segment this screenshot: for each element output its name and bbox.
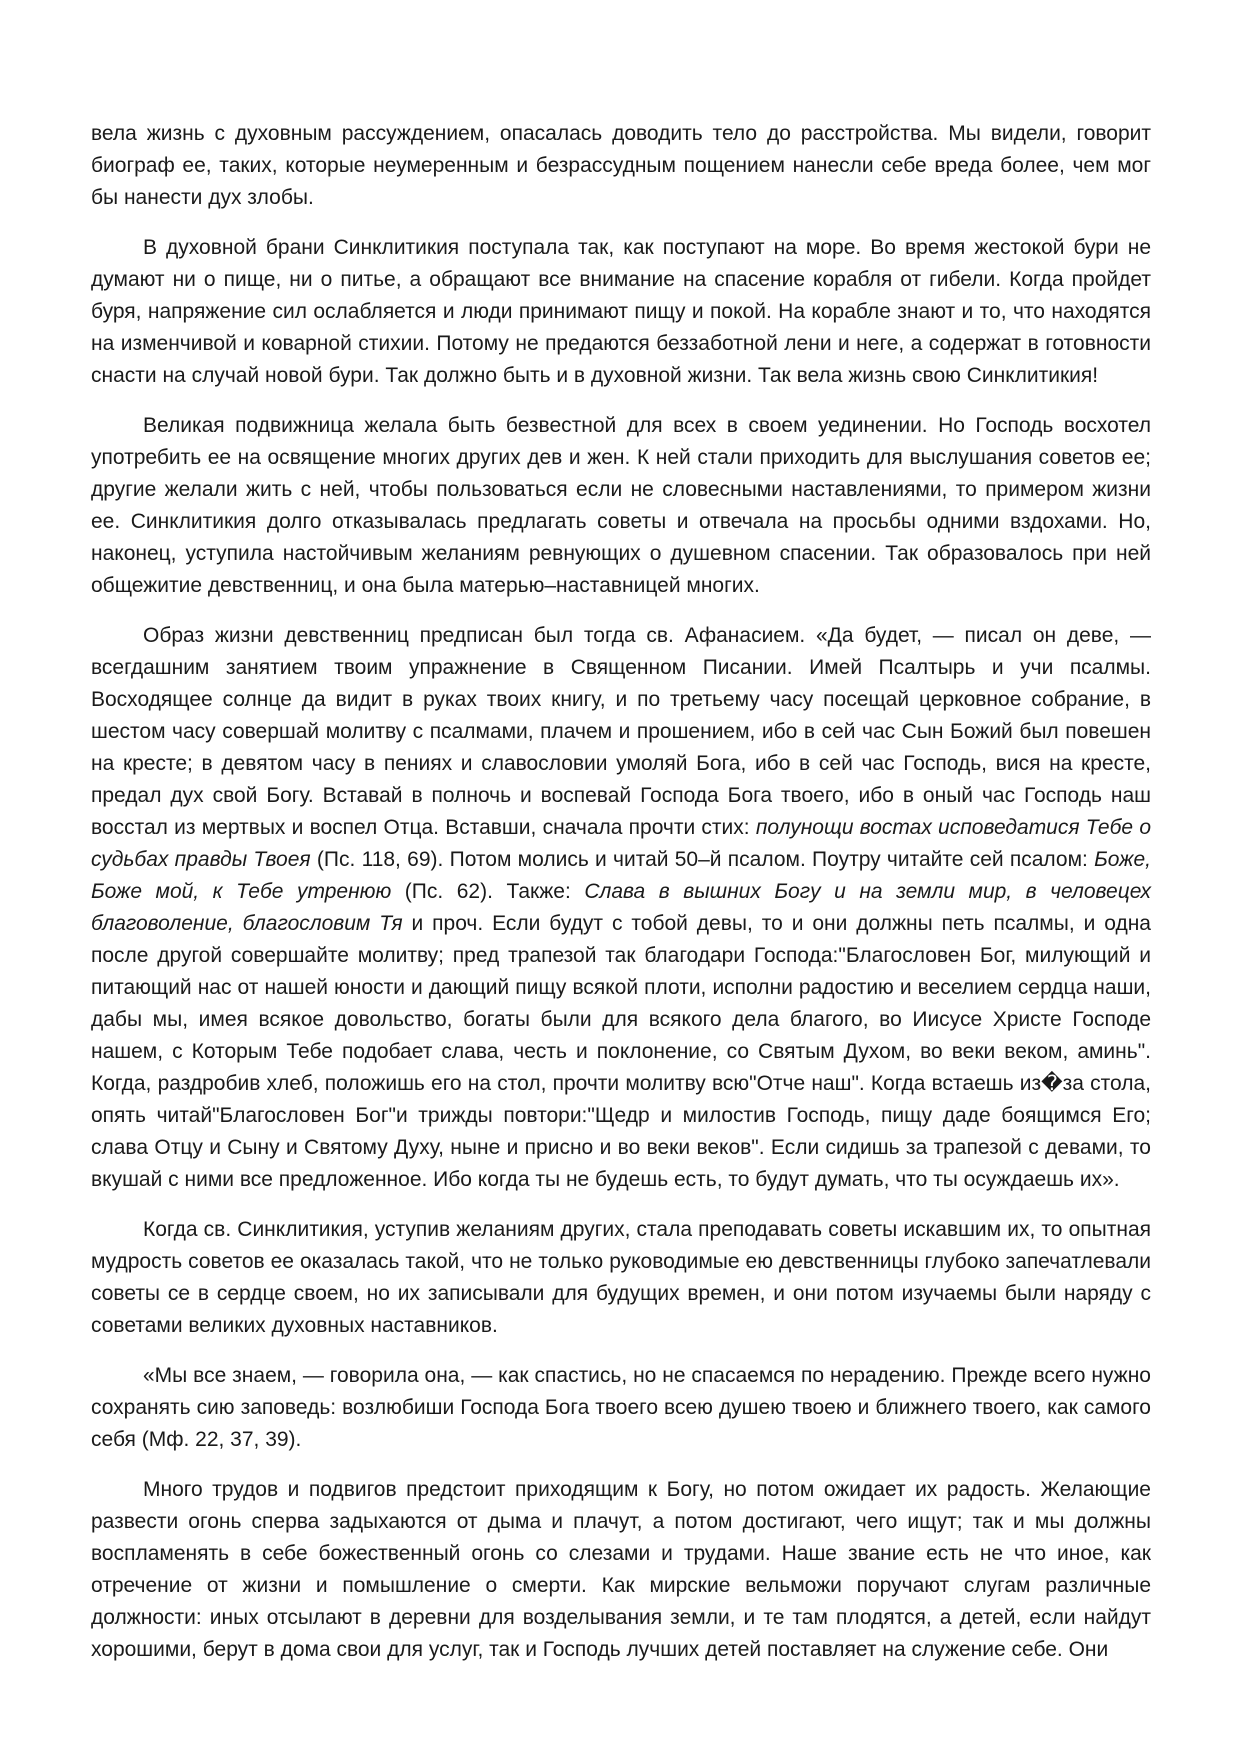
paragraph-4-text-4: и проч. Если будут с тобой девы, то и они должны петь псалмы, и одна после другой совершайте молитву; пред трапезой так благодари Господа:"Благословен Бог, милующий и питающий нас от нашей юности и дающий пищу всякой плоти, исполни радостию и веселием сердца наши, дабы мы, имея всякое довольство, богаты были для всякого дела благого, во Иисусе Христе Господе нашем, с Которым Тебе подобает слава, честь и поклонение, со Святым Духом, во веки веком, аминь". Когда, раздробив хлеб, положишь его на стол, прочти молитву всю"Отче наш". Когда встаешь из�за стола, опять читай"Благословен Бог"и трижды повтори:"Щедр и милостив Господь, пищу даде боящимся Его; слава Отцу и Сыну и Святому Духу, ныне и присно и во веки веков". Если сидишь за трапезой с девами, то вкушай с ними все предложенное. Ибо когда ты не будешь есть, то будут думать, что ты осуждаешь их». [91, 912, 1151, 1191]
paragraph-4-text-3: (Пс. 62). Также: [391, 880, 585, 903]
paragraph-4-italic-3: Слава в вышних Богу и на земли мир, в человецех благоволение, благословим Тя [91, 880, 1151, 935]
document-page [91, 118, 1151, 1684]
paragraph-7: Много трудов и подвигов предстоит приходящим к Богу, но потом ожидает их радость. Желающие развести огонь сперва задыхаются от дыма и плачут, а потом достигают, чего ищут; так и мы должны воспламенять в себе божественный огонь со слезами и трудами. Наше звание есть не что иное, как отречение от жизни и помышление о смерти. Как мирские вельможи поручают слугам различные должности: иных отсылают в деревни для возделывания земли, и те там плодятся, а детей, если найдут хорошими, берут в дома свои для услуг, так и Господь лучших детей поставляет на служение себе. Они [91, 1478, 1151, 1661]
paragraph-4-text-1: Образ жизни девственниц предписан был тогда св. Афанасием. «Да будет, — писал он деве, — всегдашним занятием твоим упражнение в Священном Писании. Имей Псалтырь и учи псалмы. Восходящее солнце да видит в руках твоих книгу, и по третьему часу посещай церковное собрание, в шестом часу совершай молитву с псалмами, плачем и прошением, ибо в сей час Сын Божий был повешен на кресте; в девятом часу в пениях и славословии умоляй Бога, ибо в сей час Господь, вися на кресте, предал дух свой Богу. Вставай в полночь и воспевай Господа Бога твоего, ибо в оный час Господь наш восстал из мертвых и воспел Отца. Вставши, сначала прочти стих: [91, 624, 1151, 839]
paragraph-4-text-2: (Пс. 118, 69). Потом молись и читай 50–й псалом. Поутру читайте сей псалом: [310, 848, 1095, 871]
paragraph-4-italic-1: полунощи востах исповедатися Тебе о судьбах правды Твоея [91, 816, 1151, 871]
paragraph-3: Великая подвижница желала быть безвестной для всех в своем уединении. Но Господь восхотел употребить ее на освящение многих других дев и жен. К ней стали приходить для выслушания советов ее; другие желали жить с ней, чтобы пользоваться если не словесными наставлениями, то примером жизни ее. Синклитикия долго отказывалась предлагать советы и отвечала на просьбы одними вздохами. Но, наконец, уступила настойчивым желаниям ревнующих о душевном спасении. Так образовалось при ней общежитие девственниц, и она была матерью–наставницей многих. [91, 414, 1151, 597]
paragraph-1: вела жизнь с духовным рассуждением, опасалась доводить тело до расстройства. Мы видели, говорит биограф ее, таких, которые неумеренным и безрассудным пощением нанесли себе вреда более, чем мог бы нанести дух злобы. [91, 122, 1151, 209]
paragraph-5: Когда св. Синклитикия, уступив желаниям других, стала преподавать советы искавшим их, то опытная мудрость советов ее оказалась такой, что не только руководимые ею девственницы глубоко запечатлевали советы се в сердце своем, но их записывали для будущих времен, и они потом изучаемы были наряду с советами великих духовных наставников. [91, 1218, 1151, 1337]
paragraph-4 [91, 620, 1151, 1196]
paragraph-4-italic-2: Боже, Боже мой, к Тебе утренюю [91, 848, 1151, 903]
paragraph-6: «Мы все знаем, — говорила она, — как спастись, но не спасаемся по нерадению. Прежде всего нужно сохранять сию заповедь: возлюбиши Господа Бога твоего всею душею твоею и ближнего твоего, как самого себя (Мф. 22, 37, 39). [91, 1364, 1151, 1451]
paragraph-2: В духовной брани Синклитикия поступала так, как поступают на море. Во время жестокой бури не думают ни о пище, ни о питье, а обращают все внимание на спасение корабля от гибели. Когда пройдет буря, напряжение сил ослабляется и люди принимают пищу и покой. На корабле знают и то, что находятся на изменчивой и коварной стихии. Потому не предаются беззаботной лени и неге, а содержат в готовности снасти на случай новой бури. Так должно быть и в духовной жизни. Так вела жизнь свою Синклитикия! [91, 236, 1151, 387]
